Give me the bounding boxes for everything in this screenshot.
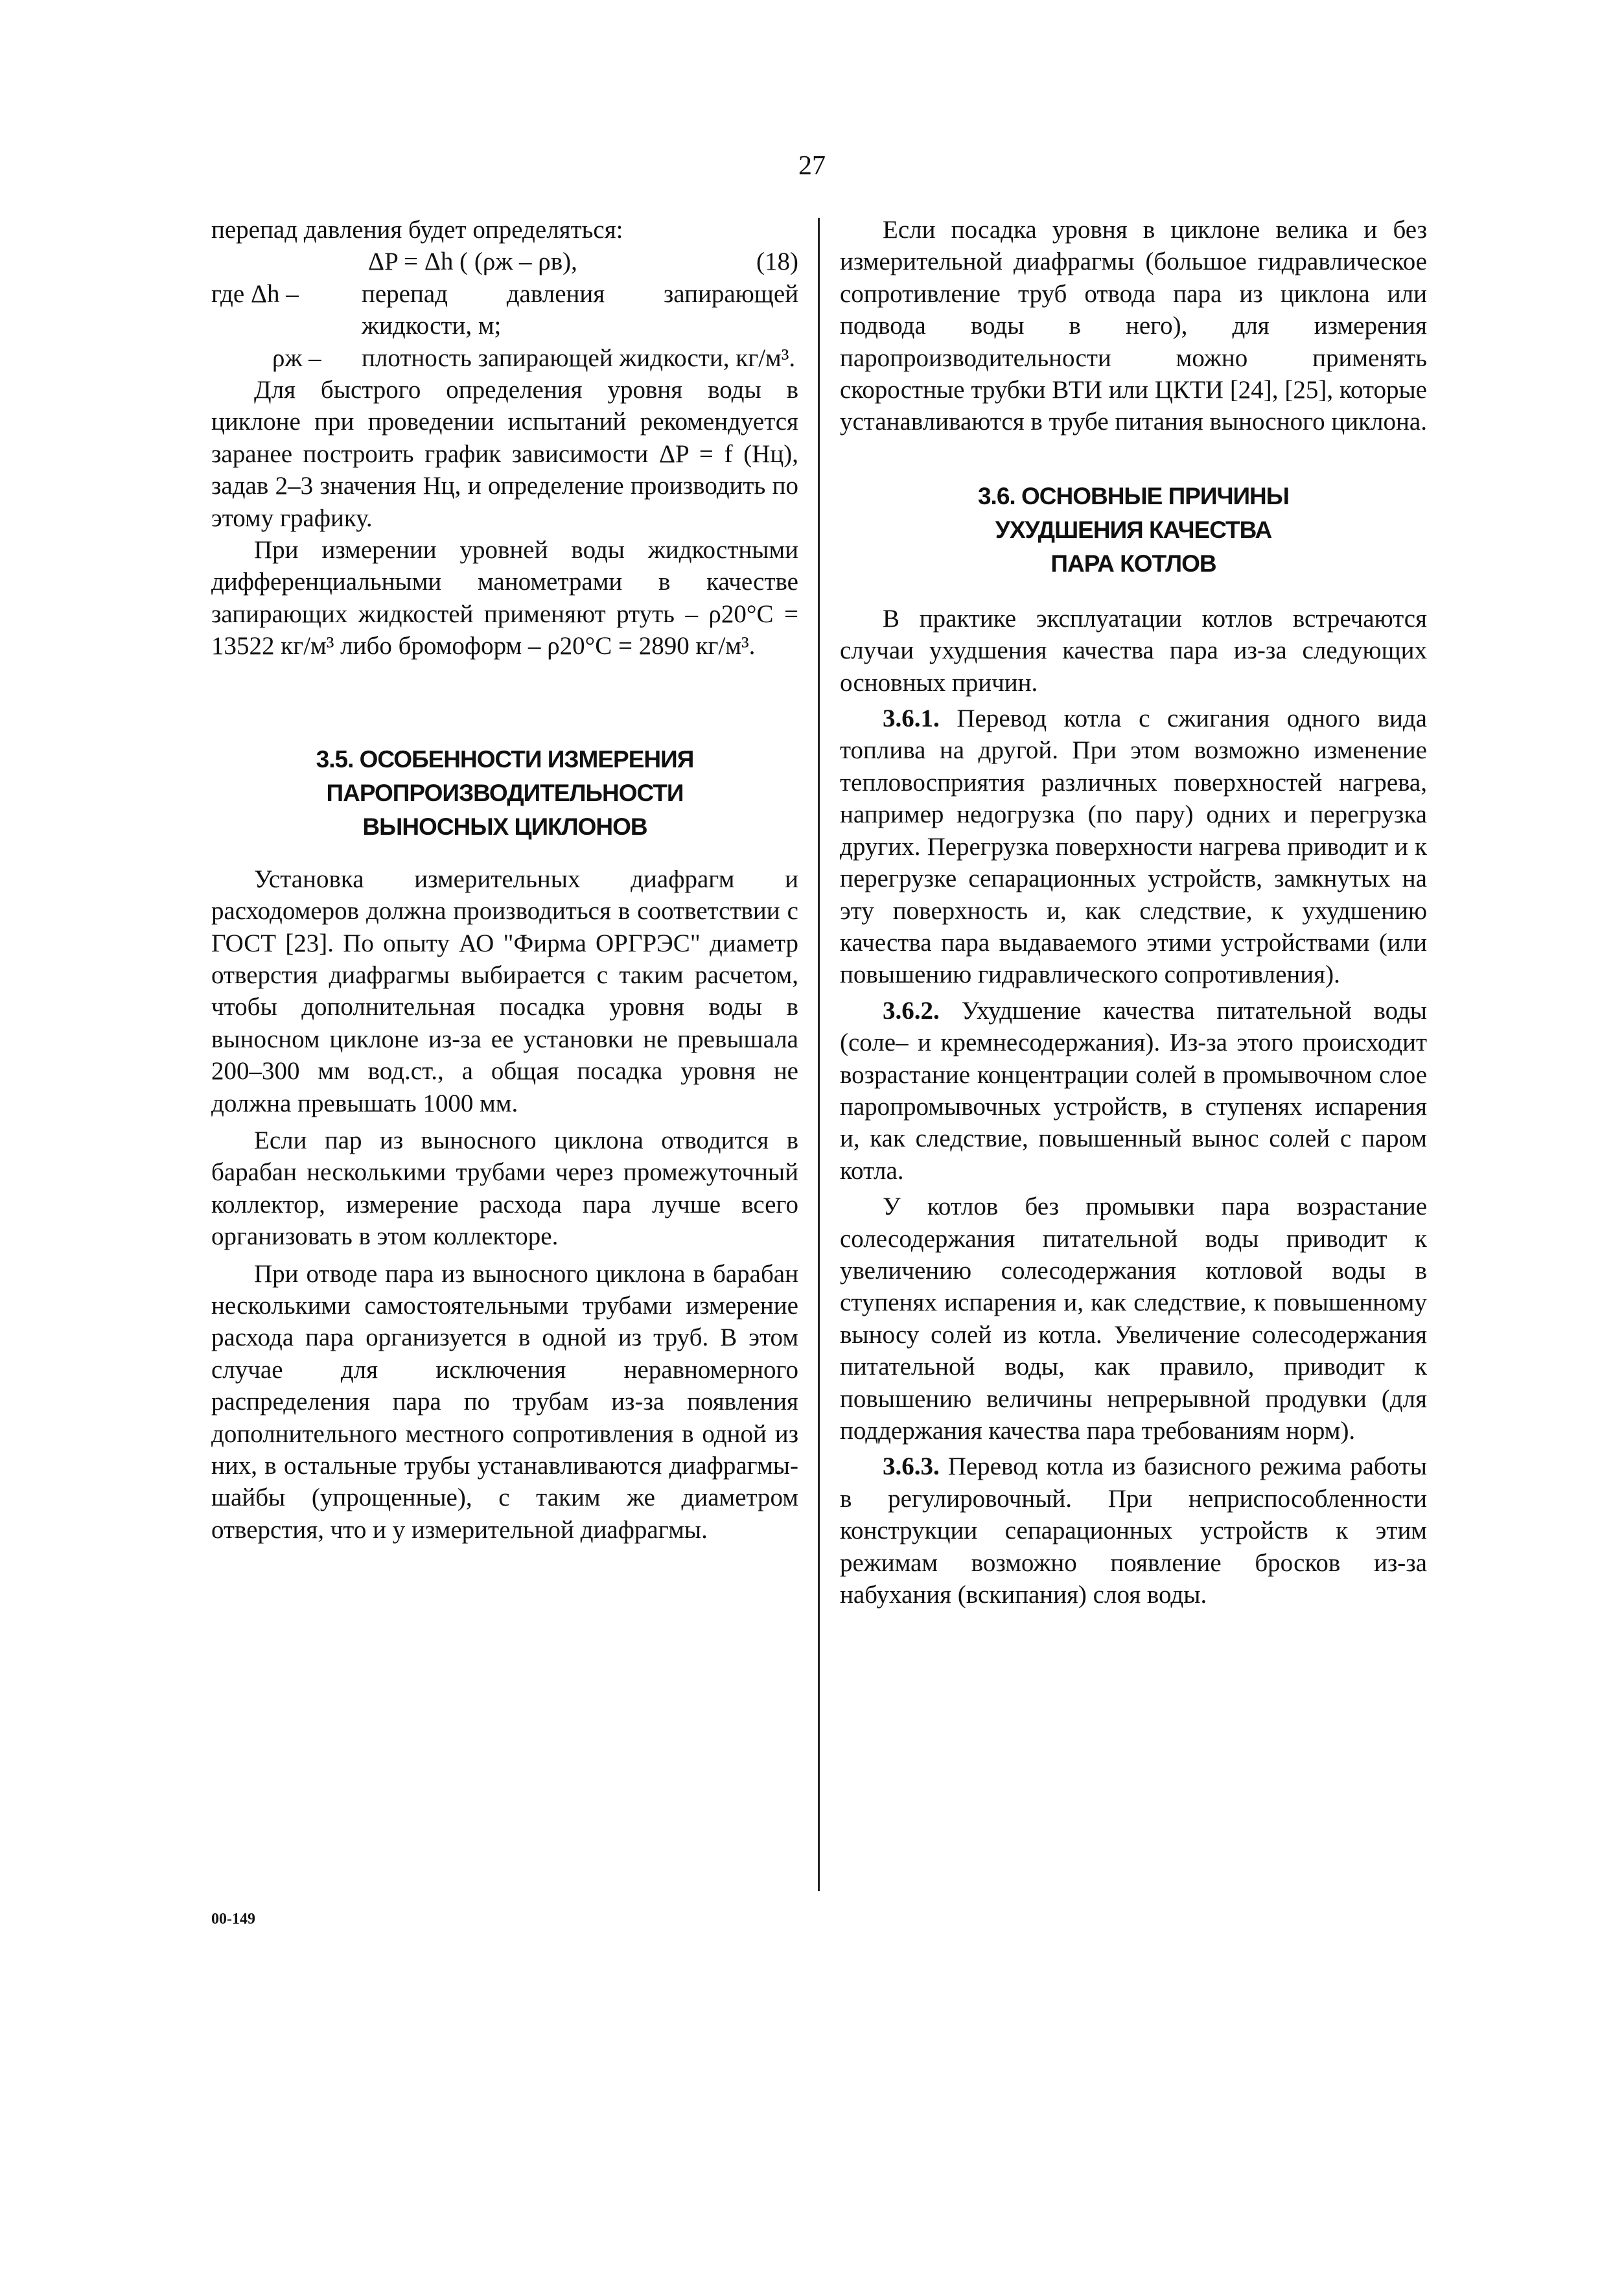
item-text: Ухудшение качества питательной воды (соле– и кремнесодержания). Из-за этого происходит возрастание концентрации солей в промывочном слое паропромывочных устройств, в ступенях испарения и, как следствие, повышенный вынос солей с паром котла. <box>840 996 1428 1185</box>
formula-18 <box>211 246 798 277</box>
definition-text: плотность запирающей жидкости, кг/м³. <box>362 344 796 372</box>
definition-row <box>211 278 798 342</box>
section-heading-3-6 <box>840 480 1427 581</box>
paragraph: В практике эксплуатации котлов встречаются случаи ухудшения качества пара из-за следующих основных причин. <box>840 604 1427 697</box>
item-number: 3.6.2. <box>883 996 940 1025</box>
formula-expression: ΔP = Δh ( (ρж – ρв), <box>368 248 577 276</box>
definition-symbol: ρж – <box>272 344 321 372</box>
paragraph <box>840 1451 1427 1611</box>
formula-number: (18) <box>756 248 798 276</box>
section-heading-3-5 <box>211 743 798 844</box>
item-number: 3.6.3. <box>883 1452 940 1481</box>
paragraph: У котлов без промывки пара возрастание солесодержания питательной воды приводит к увеличению солесодержания котловой воды в ступенях испарения и, как следствие, к повышенному выносу солей из котла. Увеличение солесодержания питательной воды, как правило, приводит к повышению величины непрерывной продувки (для поддержания качества пара требованиям норм). <box>840 1193 1427 1445</box>
paragraph: При измерении уровней воды жидкостными дифференциальными манометрами в качестве запирающих жидкостей применяют ртуть – ρ20°C = 13522 кг/м³ либо бромоформ – ρ20°C = 2890 кг/м³. <box>211 536 798 660</box>
definition-text: перепад давления запирающей жидкости, м; <box>362 279 798 340</box>
paragraph: Если посадка уровня в циклоне велика и без измерительной диафрагмы (большое гидравлическое сопротивление труб отвода пара из циклона или подвода воды в него), для измерения паропроизводительности можно применять скоростные трубки ВТИ или ЦКТИ [24], [25], которые устанавливаются в трубе питания выносного циклона. <box>840 216 1427 436</box>
item-text: Перевод котла с сжигания одного вида топлива на другой. При этом возможно изменение тепловосприятия различных поверхностей нагрева, например недогрузка (по пару) одних и перегрузка других. Перегрузка поверхности нагрева приводит и к перегрузке сепарационных устройств, замкнутых на эту поверхность и, как следствие, к ухудшению качества пара выдаваемого этими устройствами (или повышению гидравлического сопротивления). <box>840 705 1427 989</box>
definition-row <box>211 342 798 374</box>
left-column <box>211 214 798 1546</box>
footer-code: 00-149 <box>211 1911 255 1928</box>
heading-line: 3.5. ОСОБЕННОСТИ ИЗМЕРЕНИЯ <box>316 745 694 773</box>
item-text: Перевод котла из базисного режима работы в регулировочный. При неприспособленности конструкции сепарационных устройств к этим режимам возможно появление бросков из-за набухания (вскипания) слоя воды. <box>840 1452 1428 1609</box>
formula-definitions <box>211 278 798 374</box>
page-number: 27 <box>798 151 826 181</box>
heading-line: ПАРОПРОИЗВОДИТЕЛЬНОСТИ <box>326 779 684 806</box>
paragraph <box>840 995 1427 1187</box>
item-number: 3.6.1. <box>883 705 940 733</box>
paragraph: Если пар из выносного циклона отводится в барабан несколькими трубами через промежуточный коллектор, измерение расхода пара лучше всего организовать в этом коллекторе. <box>211 1126 798 1251</box>
paragraph: При отводе пара из выносного циклона в барабан несколькими самостоятельными трубами измерение расхода пара организуется в одной из труб. В этом случае для исключения неравномерного распределения пара по трубам из-за появления дополнительного местного сопротивления в одной из них, в остальные трубы устанавливаются диафрагмы-шайбы (упрощенные), с таким же диаметром отверстия, что и у измерительной диафрагмы. <box>211 1259 798 1544</box>
heading-line: ПАРА КОТЛОВ <box>1050 550 1216 577</box>
heading-line: УХУДШЕНИЯ КАЧЕСТВА <box>995 516 1272 543</box>
paragraph <box>840 703 1427 991</box>
heading-line: 3.6. ОСНОВНЫЕ ПРИЧИНЫ <box>977 482 1290 509</box>
definition-symbol: где Δh – <box>211 279 299 308</box>
right-column <box>840 214 1427 1611</box>
paragraph: Для быстрого определения уровня воды в циклоне при проведении испытаний рекомендуется заранее построить график зависимости ΔP = f (Hц), задав 2–3 значения Hц, и определение производить по этому графику. <box>211 376 798 532</box>
paragraph: Установка измерительных диафрагм и расходомеров должна производиться в соответствии с ГОСТ [23]. По опыту АО "Фирма ОРГРЭС" диаметр отверстия диафрагмы выбирается с таким расчетом, чтобы дополнительная посадка уровня воды в выносном циклоне из-за ее установки не превышала 200–300 мм вод.ст., а общая посадка уровня не должна превышать 1000 мм. <box>211 865 798 1117</box>
heading-line: ВЫНОСНЫХ ЦИКЛОНОВ <box>362 813 647 840</box>
column-divider <box>818 218 820 1891</box>
formula-intro: перепад давления будет определяться: <box>211 216 623 244</box>
